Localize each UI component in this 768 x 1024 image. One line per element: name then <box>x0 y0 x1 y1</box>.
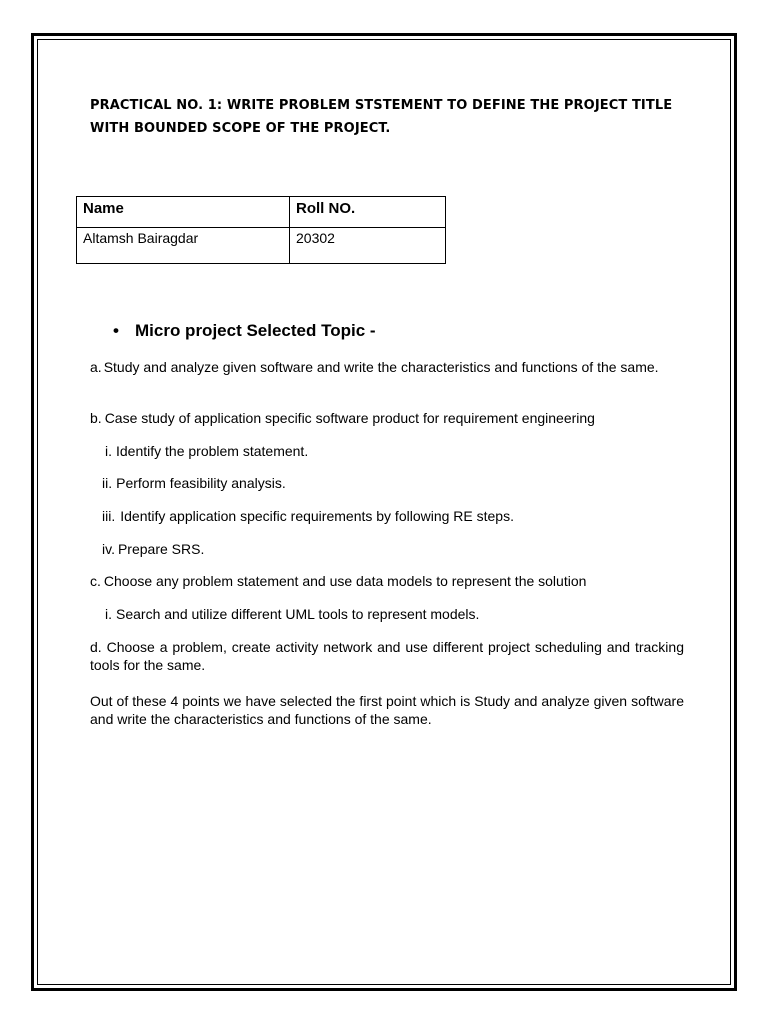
topic-heading-text: Micro project Selected Topic - <box>135 321 376 340</box>
list-subitem-b-iii <box>102 507 672 525</box>
header-roll-no: Roll NO. <box>290 197 446 228</box>
list-marker: d. <box>90 639 102 655</box>
list-item-a <box>90 358 684 376</box>
list-item-c <box>90 572 684 590</box>
table-header-row <box>77 197 446 228</box>
topic-heading <box>113 321 376 341</box>
list-item-text: Perform feasibility analysis. <box>116 475 286 491</box>
list-marker: iii. <box>102 508 116 524</box>
list-item-text: Search and utilize different UML tools to represent models. <box>116 606 480 622</box>
bullet-icon: • <box>113 321 119 340</box>
list-marker: b. <box>90 410 102 426</box>
list-item-text: Identify the problem statement. <box>116 443 309 459</box>
list-marker: i. <box>105 606 112 622</box>
header-name: Name <box>77 197 290 228</box>
list-item-text: Identify application specific requirements by following RE steps. <box>120 508 514 524</box>
conclusion-paragraph: Out of these 4 points we have selected the first point which is Study and analyze given software and write the characteristics and functions of the same. <box>90 693 684 727</box>
list-item-b <box>90 409 684 427</box>
cell-student-name: Altamsh Bairagdar <box>77 228 290 264</box>
list-subitem-c-i <box>105 605 675 623</box>
list-marker: a. <box>90 359 102 375</box>
table-row <box>77 228 446 264</box>
list-marker: i. <box>105 443 112 459</box>
cell-roll-number: 20302 <box>290 228 446 264</box>
list-item-text: Case study of application specific software product for requirement engineering <box>104 410 595 426</box>
list-item-text: Choose a problem, create activity network and use different project scheduling and tracking tools for the same. <box>90 639 684 673</box>
list-subitem-b-ii <box>102 474 672 492</box>
list-marker: c. <box>90 573 101 589</box>
list-item-text: Prepare SRS. <box>117 541 205 557</box>
list-subitem-b-iv <box>102 540 672 558</box>
list-marker: iv. <box>102 541 115 557</box>
list-item-text: Choose any problem statement and use data models to represent the solution <box>103 573 587 589</box>
list-item-d <box>90 638 684 674</box>
list-marker: ii. <box>102 475 113 491</box>
student-info-table <box>76 196 446 264</box>
list-item-text: Study and analyze given software and write the characteristics and functions of the same. <box>103 359 659 375</box>
practical-title: PRACTICAL NO. 1: WRITE PROBLEM STSTEMENT TO DEFINE THE PROJECT TITLE WITH BOUNDED SCOPE OF THE PROJECT. <box>90 98 673 136</box>
list-subitem-b-i <box>105 442 675 460</box>
